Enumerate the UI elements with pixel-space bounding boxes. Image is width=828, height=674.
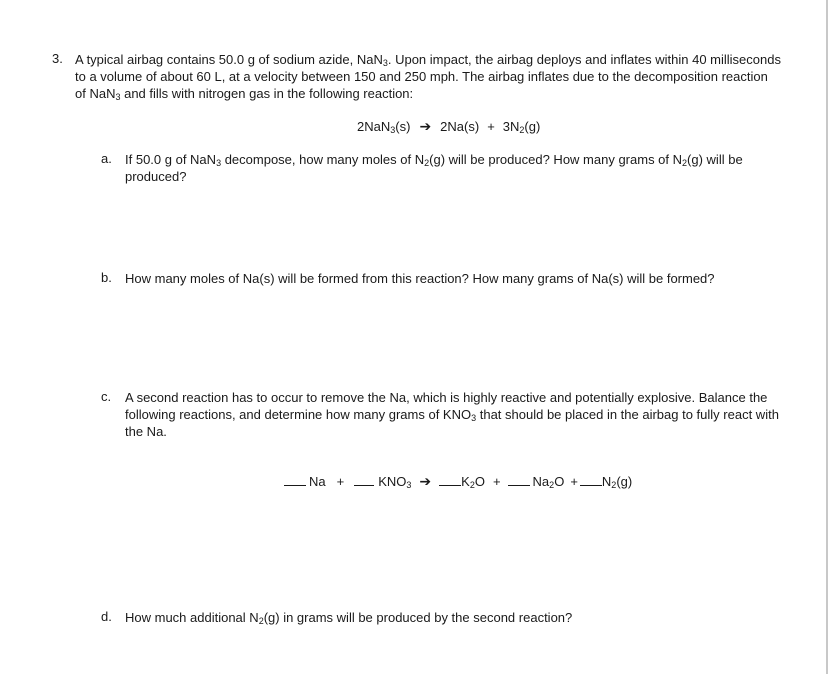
term-kno3: $KNO_3$ xyxy=(378,474,412,490)
balancing-equation xyxy=(284,473,632,490)
intro-line-3-text: of NaN xyxy=(75,86,116,101)
coefficient-blank-kno3 xyxy=(354,473,374,486)
question-number: 3. xyxy=(52,51,63,66)
reactant-nan3: 2NaN$_3$(s) xyxy=(357,119,411,135)
intro-line-2: to a volume of about 60 L, at a velocity between 150 and 250 mph. The airbag inflates due to the decomposition reaction xyxy=(75,69,768,84)
intro-line-3-tail: and fills with nitrogen gas in the following reaction: xyxy=(120,86,414,101)
intro-line-1-text: A typical airbag contains 50.0 g of sodium azide, NaN xyxy=(75,52,383,67)
plus-sign: + xyxy=(570,474,578,489)
coefficient-blank-na xyxy=(284,473,306,486)
term-n2: $N_2(g)$ xyxy=(601,474,633,490)
coefficient-blank-na2o xyxy=(508,473,530,486)
part-a-line-1: If 50.0 g of NaN$_3$ decompose, how many moles of $N_2(g)$ will be produced? How many grams of $N_2(g)$ will be xyxy=(125,152,743,168)
term-k2o: $K_2O$ xyxy=(461,474,485,490)
part-d-label: d. xyxy=(101,609,112,624)
term-na: Na xyxy=(309,474,326,489)
coefficient-blank-k2o xyxy=(439,473,461,486)
part-d-text: How much additional $N_2(g)$ in grams will be produced by the second reaction? xyxy=(125,610,573,626)
coefficient-blank-n2 xyxy=(580,473,602,486)
plus-sign: + xyxy=(336,474,345,489)
reaction-arrow-icon: ➔ xyxy=(419,473,432,489)
part-c-line-1: A second reaction has to occur to remove the Na, which is highly reactive and potentially explosive. Balance the xyxy=(125,390,768,405)
intro-line-1 xyxy=(75,51,781,68)
part-a-line-2: produced? xyxy=(125,169,187,184)
decomposition-equation xyxy=(357,118,540,135)
intro-line-1-tail: . Upon impact, the airbag deploys and inflates within 40 milliseconds xyxy=(387,52,781,67)
part-b-label: b. xyxy=(101,270,112,285)
term-na2o: $Na_2O$ xyxy=(532,474,565,490)
plus-sign: + xyxy=(487,119,495,134)
intro-line-3-sub: 3 xyxy=(115,92,121,102)
product-na: 2Na(s) xyxy=(440,119,480,134)
intro-line-1-sub: 3 xyxy=(382,58,388,68)
reaction-arrow-icon: ➔ xyxy=(419,118,432,134)
part-c-label: c. xyxy=(101,389,112,404)
intro-line-3 xyxy=(75,85,413,102)
part-b-text: How many moles of Na(s) will be formed from this reaction? How many grams of Na(s) will be formed? xyxy=(125,271,715,286)
plus-sign: + xyxy=(492,474,501,489)
part-a-label: a. xyxy=(101,151,112,166)
part-c-line-2: following reactions, and determine how many grams of $KNO_3$ that should be placed in the airbag to fully react with xyxy=(125,407,779,423)
product-n2: $3N_2(g)$ xyxy=(502,119,541,135)
part-c-line-3: the Na. xyxy=(125,424,167,439)
